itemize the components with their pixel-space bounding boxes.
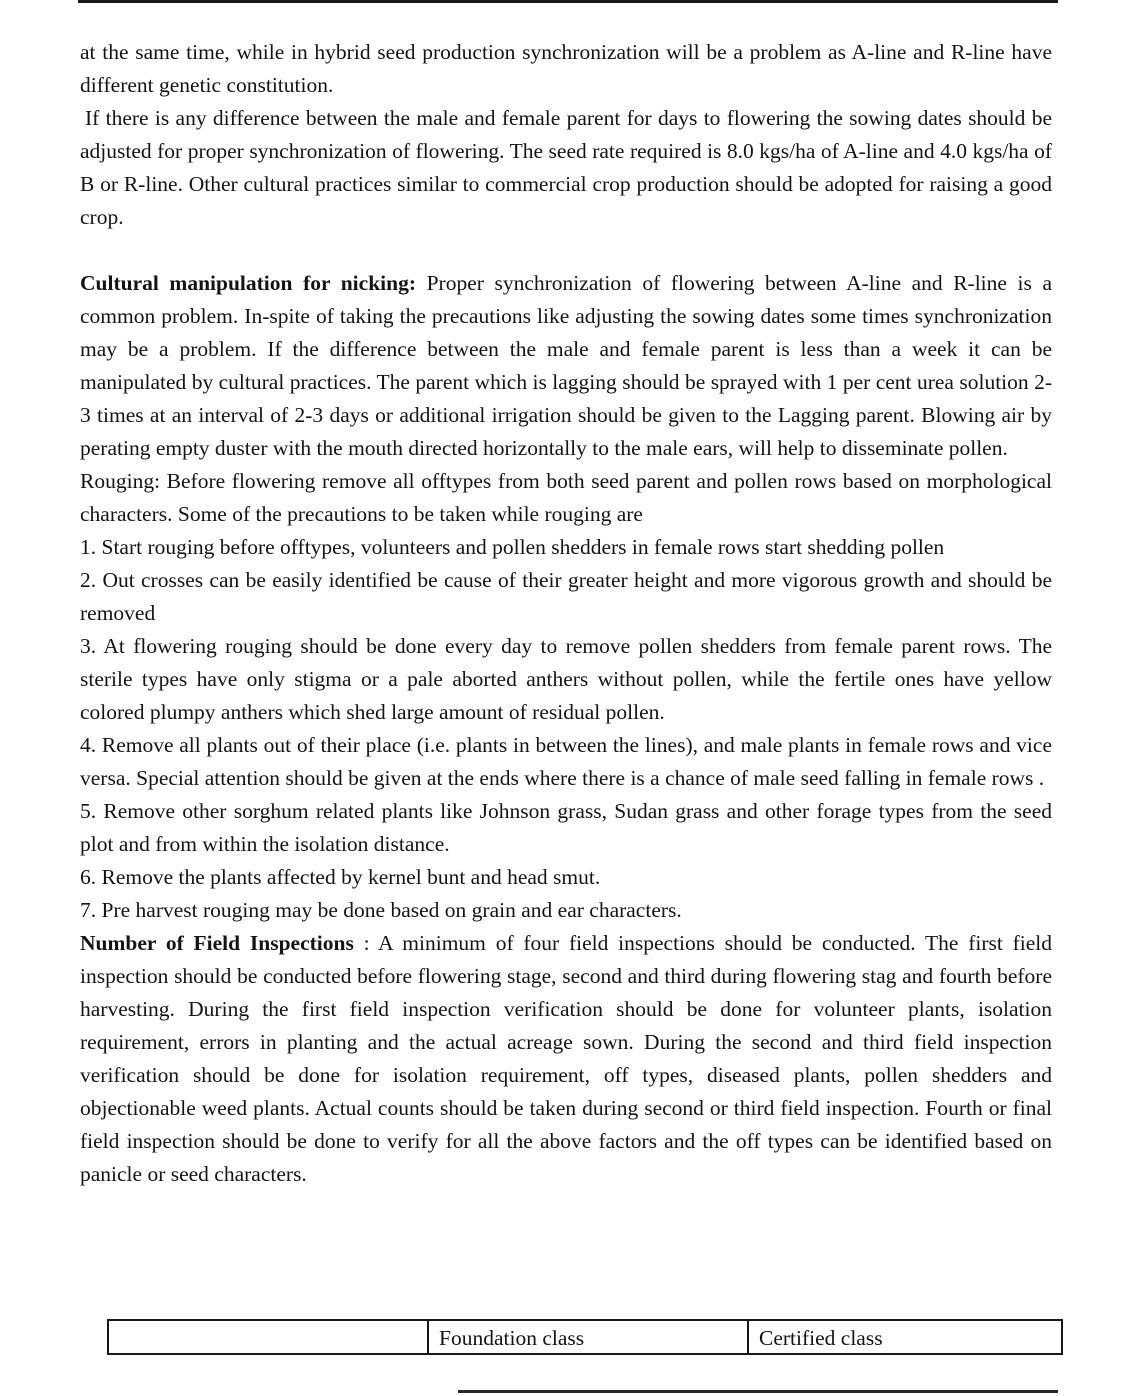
table-header-blank [109, 1321, 429, 1353]
list-item-5: 5. Remove other sorghum related plants like Johnson grass, Sudan grass and other forage types from the seed plot and from within the isolation distance. [80, 799, 1052, 856]
table-header-certified: Certified class [759, 1326, 883, 1350]
paragraph-sowing-dates: If there is any difference between the male and female parent for days to flowering the sowing dates should be adjusted for proper synchronization of flowering. The seed rate required is 8.0 kgs/ha of A-line and 4.0 kgs/ha of B or R-line. Other cultural practices similar to commercial crop production should be adopted for raising a good crop. [80, 106, 1052, 229]
table-header-foundation: Foundation class [429, 1321, 749, 1353]
list-item-6: 6. Remove the plants affected by kernel bunt and head smut. [80, 865, 601, 889]
inspections-body: : A minimum of four field inspections should be conducted. The first field inspection should be conducted before flowering stage, second and third during flowering stag and fourth before harvesting. During the first field inspection verification should be done for volunteer plants, isolation requirement, errors in planting and the actual acreage sown. During the second and third field inspection verification should be done for isolation requirement, off types, diseased plants, pollen shedders and objectionable weed plants. Actual counts should be taken during second or third field inspection. Fourth or final field inspection should be done to verify for all the above factors and the off types can be identified based on panicle or seed characters. [80, 931, 1053, 1186]
list-item-7: 7. Pre harvest rouging may be done based on grain and ear characters. [80, 898, 682, 922]
bottom-rule [458, 1390, 1058, 1393]
top-rule [78, 0, 1058, 3]
inspections-heading: Number of Field Inspections [80, 931, 354, 955]
list-item-2: 2. Out crosses can be easily identified be cause of their greater height and more vigorous growth and should be removed [80, 568, 1052, 625]
paragraph-rouging-intro: Rouging: Before flowering remove all offtypes from both seed parent and pollen rows based on morphological characters. Some of the precautions to be taken while rouging are [80, 469, 1052, 526]
class-table-header [107, 1319, 1063, 1355]
list-item-1: 1. Start rouging before offtypes, volunteers and pollen shedders in female rows start shedding pollen [80, 535, 945, 559]
cultural-heading: Cultural manipulation for nicking: [80, 271, 416, 295]
paragraph-continuation: at the same time, while in hybrid seed production synchronization will be a problem as A-line and R-line have different genetic constitution. [80, 40, 1052, 97]
paragraph-cultural-manipulation [80, 267, 1052, 465]
list-item-3: 3. At flowering rouging should be done every day to remove pollen shedders from female parent rows. The sterile types have only stigma or a pale aborted anthers without pollen, while the fertile ones have yellow colored plumpy anthers which shed large amount of residual pollen. [80, 634, 1052, 724]
paragraph-field-inspections [80, 927, 1052, 1191]
list-item-4: 4. Remove all plants out of their place (i.e. plants in between the lines), and male plants in female rows and vice versa. Special attention should be given at the ends where there is a chance of male seed falling in female rows . [80, 733, 1052, 790]
document-body [80, 36, 1052, 1191]
paragraph-gap [80, 234, 1052, 267]
cultural-body: Proper synchronization of flowering between A-line and R-line is a common problem. In-spite of taking the precautions like adjusting the sowing dates some times synchronization may be a problem. If the difference between the male and female parent is less than a week it can be manipulated by cultural practices. The parent which is lagging should be sprayed with 1 per cent urea solution 2-3 times at an interval of 2-3 days or additional irrigation should be given to the Lagging parent. Blowing air by perating empty duster with the mouth directed horizontally to the male ears, will help to disseminate pollen. [80, 271, 1052, 460]
